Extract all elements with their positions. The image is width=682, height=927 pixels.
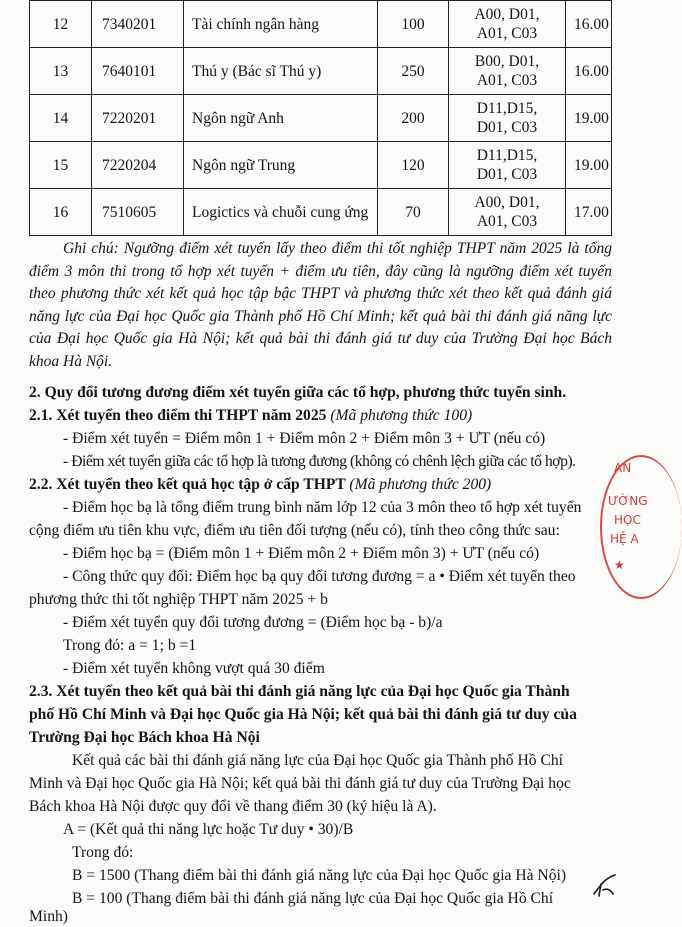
cell-score: 16.00 — [566, 1, 612, 48]
section-2-2-method: (Mã phương thức 200) — [349, 476, 492, 493]
combo-line: B00, D01, — [474, 53, 540, 70]
cell-code: 7510605 — [92, 189, 184, 236]
cell-code: 7220201 — [92, 95, 184, 142]
combo-line: A00, D01, — [474, 6, 540, 23]
cell-combo — [449, 48, 566, 95]
cell-stt: 13 — [30, 48, 92, 95]
section-2-3-heading-2: phố Hồ Chí Minh và Đại học Quốc gia Hà Nội; kết quả bài thi đánh giá tư duy của — [29, 706, 577, 723]
s23-formula: A = (Kết quả thi năng lực hoặc Tư duy • 30)/B — [63, 821, 354, 838]
cell-quota: 200 — [378, 95, 449, 142]
section-2-2-title: 2.2. Xét tuyển theo kết quả học tập ở cấp THPT — [29, 476, 346, 493]
table-row — [30, 189, 612, 236]
cell-quota: 250 — [378, 48, 449, 95]
s21-line-2: - Điểm xét tuyển giữa các tổ hợp là tương đương (không có chênh lệch giữa các tổ hợp). — [63, 453, 576, 470]
s23-b-100-cont: Minh) — [29, 908, 68, 925]
section-2-3-heading-3: Trường Đại học Bách khoa Hà Nội — [29, 729, 260, 746]
s22-line-2: - Điểm học bạ = (Điểm môn 1 + Điểm môn 2 + Điểm môn 3) + ƯT (nếu có) — [63, 545, 540, 562]
section-2-1-title: 2.1. Xét tuyển theo điểm thi THPT năm 2025 — [29, 407, 327, 424]
combo-line: D01, C03 — [476, 166, 538, 183]
s22-line-4: - Điểm xét tuyển quy đổi tương đương = (Điểm học bạ - b)/a — [63, 614, 443, 631]
section-2-1-heading — [29, 405, 472, 426]
combo-line: D11,D15, — [476, 100, 538, 117]
cell-combo — [449, 1, 566, 48]
cell-name: Ngôn ngữ Anh — [184, 95, 378, 142]
section-2-3-heading-1: 2.3. Xét tuyển theo kết quả bài thi đánh giá năng lực của Đại học Quốc gia Thành — [29, 683, 570, 700]
cell-stt: 14 — [30, 95, 92, 142]
combo-line: A01, C03 — [476, 25, 538, 42]
cell-score: 19.00 — [566, 95, 612, 142]
section-2-heading: 2. Quy đổi tương đương điểm xét tuyển giữa các tổ hợp, phương thức tuyển sinh. — [29, 384, 567, 401]
cell-code: 7640101 — [92, 48, 184, 95]
cell-score: 19.00 — [566, 142, 612, 189]
s22-line-5: Trong đó: a = 1; b =1 — [63, 637, 197, 654]
cell-stt: 12 — [30, 1, 92, 48]
combo-line: A00, D01, — [474, 194, 540, 211]
s23-para-1b: Minh và Đại học Quốc gia Hà Nội; kết quả bài thi đánh giá tư duy của Trường Đại học — [29, 775, 571, 792]
s23-para-1c: Bách khoa Hà Nội được quy đổi về thang điểm 30 (ký hiệu là A). — [29, 798, 437, 815]
table-row — [30, 48, 612, 95]
majors-table — [29, 0, 612, 236]
cell-stt: 16 — [30, 189, 92, 236]
s21-line-1: - Điểm xét tuyển = Điểm môn 1 + Điểm môn 2 + Điểm môn 3 + ƯT (nếu có) — [63, 430, 546, 447]
s23-para-1a: Kết quả các bài thi đánh giá năng lực của Đại học Quốc gia Thành phố Hồ Chí — [72, 752, 563, 769]
cell-quota: 70 — [378, 189, 449, 236]
cell-code: 7340201 — [92, 1, 184, 48]
stamp-star-icon: ★ — [614, 558, 625, 572]
combo-line: A01, C03 — [476, 213, 538, 230]
signature-mark — [591, 872, 621, 900]
red-seal-stamp — [600, 455, 682, 599]
s23-b-100: B = 100 (Thang điểm bài thi đánh giá năng lực của Đại học Quốc gia Hồ Chí — [72, 890, 554, 907]
cell-name: Logictics và chuỗi cung ứng — [184, 189, 378, 236]
cell-name: Ngôn ngữ Trung — [184, 142, 378, 189]
cell-stt: 15 — [30, 142, 92, 189]
cell-name: Thú y (Bác sĩ Thú y) — [184, 48, 378, 95]
cell-quota: 120 — [378, 142, 449, 189]
s22-line-6: - Điểm xét tuyển không vượt quá 30 điểm — [63, 660, 325, 677]
stamp-text-1: AN — [614, 461, 632, 475]
combo-line: A01, C03 — [476, 72, 538, 89]
s22-line-3a: - Công thức quy đổi: Điểm học bạ quy đổi tương đương = a • Điểm xét tuyển theo — [63, 568, 576, 585]
cell-score: 16.00 — [566, 48, 612, 95]
cell-combo — [449, 142, 566, 189]
table-note: Ghi chú: Ngưỡng điểm xét tuyển lấy theo điểm thi tốt nghiệp THPT năm 2025 là tổng điểm 3 môn thi trong tổ hợp xét tuyển + điểm ưu tiên, đây cũng là ngưỡng điểm xét tuyển theo phương thức xét kết quả học tập bậc THPT và phương thức xét theo kết quả đánh giá năng lực của Đại học Quốc gia Thành phố Hồ Chí Minh; kết quả bài thi đánh giá năng lực của Đại học Quốc gia Hà Nội; kết quả bài thi đánh giá tư duy của Trường Đại học Bách khoa Hà Nội. — [29, 240, 612, 370]
cell-code: 7220204 — [92, 142, 184, 189]
stamp-text-2: ƯỜNG — [608, 494, 648, 508]
table-row — [30, 1, 612, 48]
s23-b-1500: B = 1500 (Thang điểm bài thi đánh giá năng lực của Đại học Quốc gia Hà Nội) — [72, 867, 567, 884]
table-row — [30, 95, 612, 142]
combo-line: D01, C03 — [476, 119, 538, 136]
stamp-text-4: HỆ A — [610, 532, 639, 546]
section-2-1-method: (Mã phương thức 100) — [330, 407, 473, 424]
stamp-text-3: HỌC — [614, 513, 641, 527]
cell-score: 17.00 — [566, 189, 612, 236]
cell-combo — [449, 189, 566, 236]
s22-line-1a: - Điểm học bạ là tổng điểm trung bình năm lớp 12 của 3 môn theo tổ hợp xét tuyển — [63, 499, 582, 516]
section-2-2-heading — [29, 474, 491, 495]
combo-line: D11,D15, — [476, 147, 538, 164]
cell-name: Tài chính ngân hàng — [184, 1, 378, 48]
cell-combo — [449, 95, 566, 142]
cell-quota: 100 — [378, 1, 449, 48]
s22-line-3b: phương thức thi tốt nghiệp THPT năm 2025 + b — [29, 591, 328, 608]
s23-where: Trong đó: — [72, 844, 134, 861]
table-row — [30, 142, 612, 189]
s22-line-1b: cộng điểm ưu tiên khu vực, điểm ưu tiên đối tượng (nếu có), tính theo công thức sau: — [29, 522, 560, 539]
